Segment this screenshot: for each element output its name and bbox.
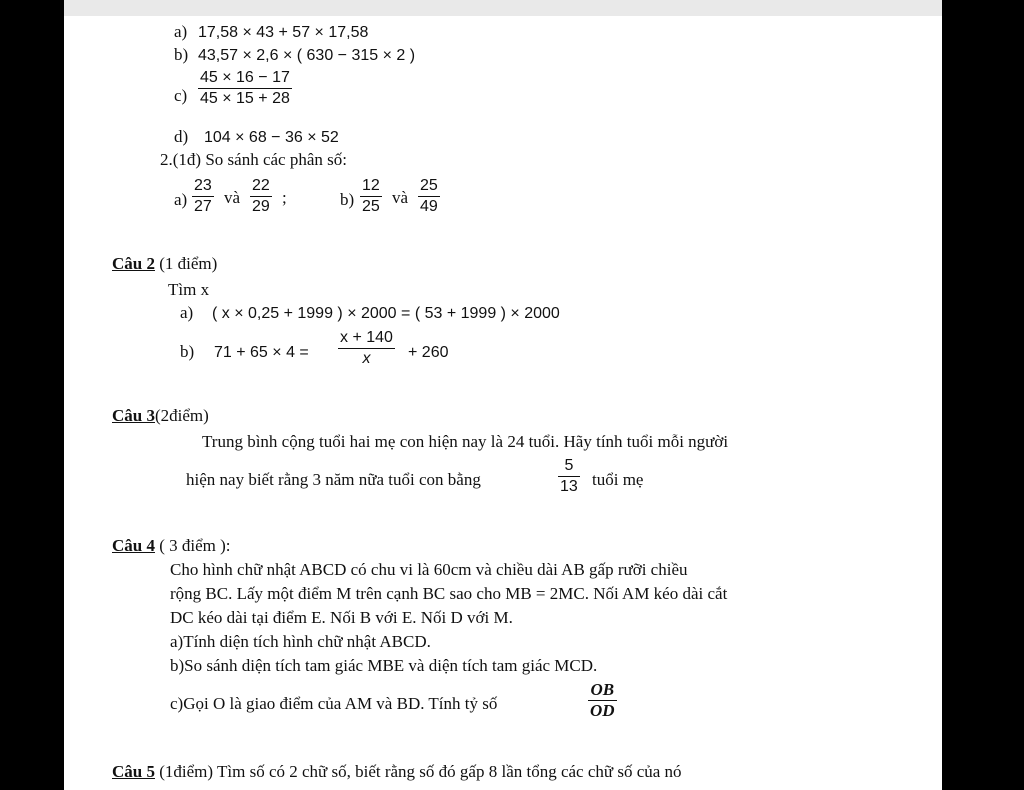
- compare-a-conjunction: và: [224, 188, 241, 207]
- compare-a-label: a): [174, 190, 188, 209]
- item-b-expression: 43,57 × 2,6 × ( 630 − 315 × 2 ): [198, 47, 416, 64]
- numerator: OB: [588, 680, 617, 701]
- compare-b-label: b): [340, 190, 355, 209]
- denominator: 13: [560, 478, 578, 495]
- question-4-line-1: Cho hình chữ nhật ABCD có chu vi là 60cm và chiều dài AB gấp rưỡi chiều: [170, 560, 688, 579]
- compare-b-fraction-2: [418, 176, 440, 217]
- compare-a-fraction-2: [250, 176, 272, 217]
- item-d-expression: 104 × 68 − 36 × 52: [204, 129, 339, 146]
- question-3-line-2-end: tuổi mẹ: [592, 470, 644, 489]
- question-5-text: (1điểm) Tìm số có 2 chữ số, biết rằng số đó gấp 8 lần tổng các chữ số của nó: [154, 762, 682, 781]
- numerator: 25: [418, 176, 440, 197]
- compare-a-fraction-1: [192, 176, 214, 217]
- question-2-title: Câu 2: [112, 254, 155, 273]
- question-2b-fraction: [338, 328, 395, 369]
- document-page: [64, 0, 942, 790]
- question-4-part-c: c)Gọi O là giao điểm của AM và BD. Tính tỷ số: [170, 694, 498, 713]
- denominator: 25: [362, 198, 380, 215]
- question-4-part-b: b)So sánh diện tích tam giác MBE và diện tích tam giác MCD.: [170, 656, 598, 675]
- question-2a-equation: ( x × 0,25 + 1999 ) × 2000 = ( 53 + 1999 ) × 2000: [212, 305, 560, 322]
- denominator: 49: [420, 198, 438, 215]
- question-2-points: (1 điểm): [154, 254, 218, 273]
- compare-b-fraction-1: [360, 176, 382, 217]
- question-4-points: ( 3 điểm ):: [154, 536, 231, 555]
- numerator: 5: [558, 456, 580, 477]
- question-3-line-2: hiện nay biết rằng 3 năm nữa tuổi con bằng: [186, 470, 481, 489]
- question-2b-lhs: 71 + 65 × 4 =: [214, 344, 309, 361]
- question-3-heading: [112, 406, 209, 426]
- question-4-line-3: DC kéo dài tại điểm E. Nối B với E. Nối D với M.: [170, 608, 513, 627]
- numerator: 12: [360, 176, 382, 197]
- question-2b-rhs: + 260: [408, 344, 449, 361]
- question-4-heading: [112, 536, 231, 556]
- question-3-title: Câu 3: [112, 406, 155, 425]
- item-c-fraction: [198, 68, 292, 109]
- question-4-fraction: [588, 680, 617, 721]
- denominator: x: [362, 350, 371, 367]
- question-4-part-a: a)Tính diện tích hình chữ nhật ABCD.: [170, 632, 431, 651]
- denominator: OD: [590, 701, 615, 720]
- item-a-label: a): [174, 22, 188, 41]
- item-b-label: b): [174, 45, 189, 64]
- compare-a-separator: ;: [282, 188, 287, 207]
- viewer-top-bar: [64, 0, 942, 16]
- compare-b-conjunction: và: [392, 188, 409, 207]
- denominator: 27: [194, 198, 212, 215]
- question-4-line-2: rộng BC. Lấy một điểm M trên cạnh BC sao cho MB = 2MC. Nối AM kéo dài cắt: [170, 584, 728, 603]
- item-a-expression: 17,58 × 43 + 57 × 17,58: [198, 24, 369, 41]
- question-5-title: Câu 5: [112, 762, 155, 781]
- question-3-fraction: [558, 456, 580, 497]
- denominator: 29: [252, 198, 270, 215]
- question-2b-label: b): [180, 342, 195, 361]
- question-2-intro: Tìm x: [168, 280, 210, 299]
- item-c-label: c): [174, 86, 188, 105]
- question-3-line-1: Trung bình cộng tuổi hai mẹ con hiện nay là 24 tuổi. Hãy tính tuổi mỗi người: [202, 432, 729, 451]
- question-3-points: (2điểm): [154, 406, 209, 425]
- numerator: 23: [192, 176, 214, 197]
- item-c-denominator: 45 × 15 + 28: [200, 90, 290, 107]
- question-2a-label: a): [180, 303, 194, 322]
- numerator: x + 140: [338, 328, 395, 349]
- item-d-label: d): [174, 127, 189, 146]
- numerator: 22: [250, 176, 272, 197]
- question-4-title: Câu 4: [112, 536, 155, 555]
- question-2-heading: [112, 254, 217, 274]
- item-c-numerator: 45 × 16 − 17: [198, 68, 292, 89]
- part2-heading: 2.(1đ) So sánh các phân số:: [160, 150, 347, 169]
- question-5-heading: [112, 762, 682, 782]
